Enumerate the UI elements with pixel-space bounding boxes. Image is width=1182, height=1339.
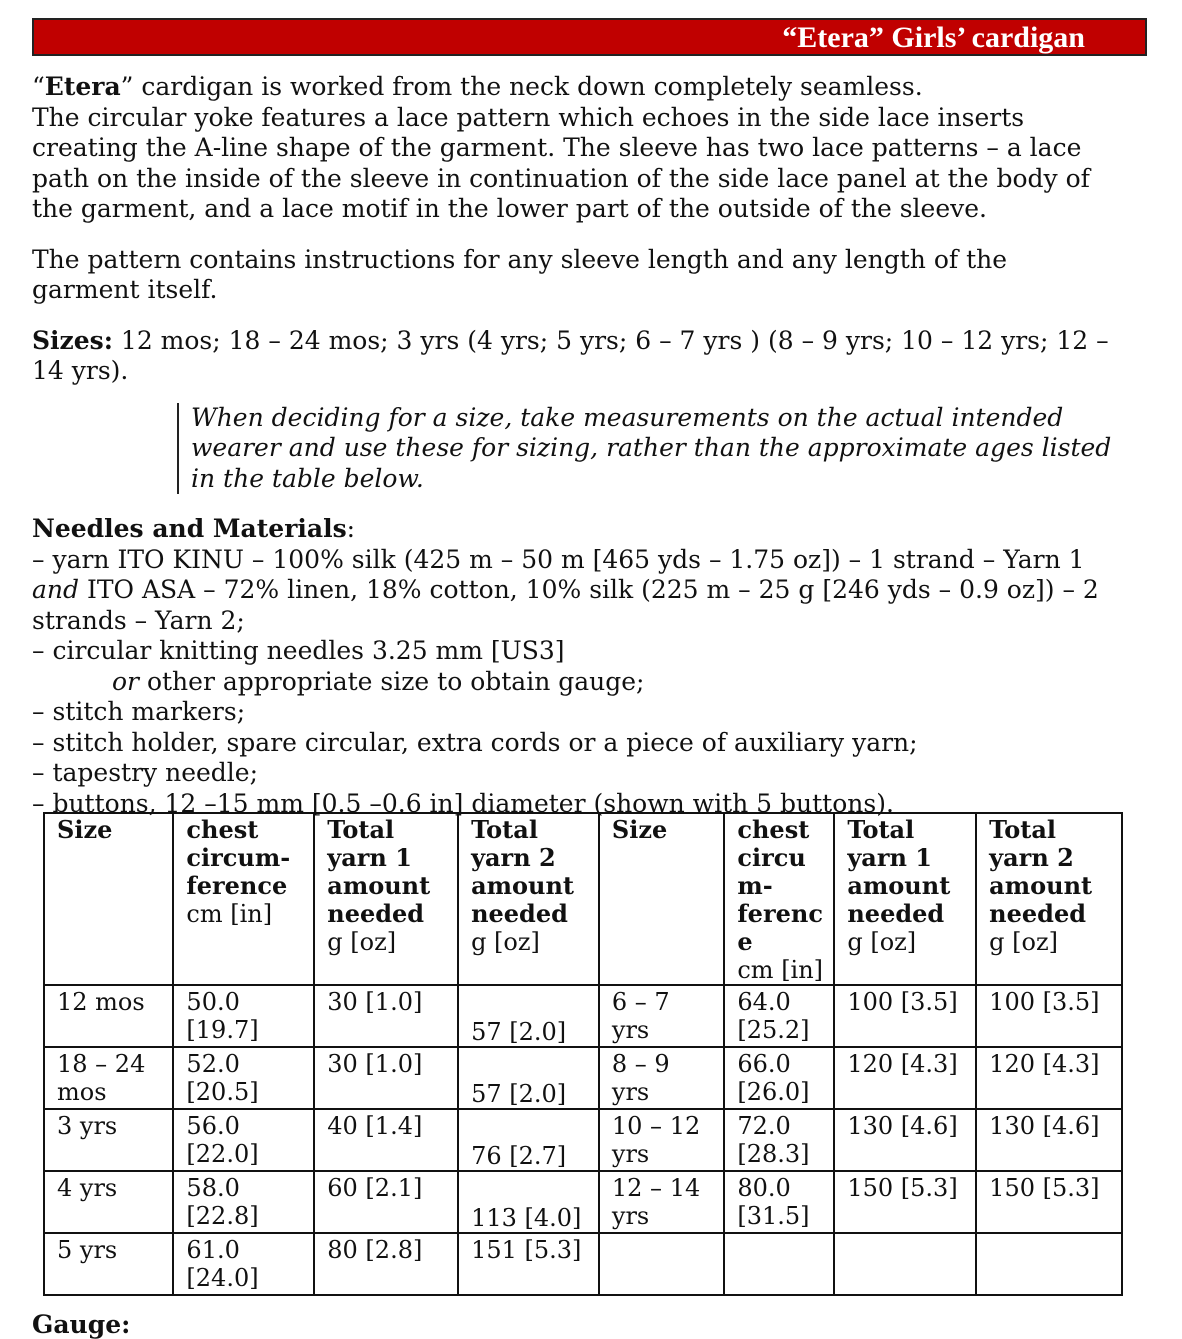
quote-open: “ xyxy=(32,72,45,101)
sizes-text: 12 mos; 18 – 24 mos; 3 yrs (4 yrs; 5 yrs; 6 – 7 yrs ) (8 – 9 yrs; 10 – 12 yrs; 12 – 14 yrs). xyxy=(32,325,1109,385)
table-row: 12 mos 50.0 [19.7] 30 [1.0] 57 [2.0] 6 – 7 yrs 64.0 [25.2] 100 [3.5] 100 [3.5] xyxy=(44,985,1122,1047)
materials-markers: – stitch markers; xyxy=(32,697,246,726)
document-body xyxy=(32,72,1122,819)
table-row: 18 – 24 mos 52.0 [20.5] 30 [1.0] 57 [2.0] 8 – 9 yrs 66.0 [26.0] 120 [4.3] 120 [4.3] xyxy=(44,1047,1122,1109)
materials-holder: – stitch holder, spare circular, extra cords or a piece of auxiliary yarn; xyxy=(32,727,918,757)
header-size: Size xyxy=(44,813,173,985)
materials-buttons: – buttons, 12 –15 mm [0.5 –0.6 in] diameter (shown with 5 buttons). xyxy=(32,788,894,818)
header-chest: chest circum- ference cm [in] xyxy=(173,813,314,985)
sizes-line xyxy=(32,326,1122,387)
sizing-note: When deciding for a size, take measurements on the actual intended wearer and use these for sizing, rather than the approximate ages listed in the table below. xyxy=(177,403,1122,495)
materials-tapestry: – tapestry needle; xyxy=(32,758,259,787)
pattern-name: Etera xyxy=(44,72,121,101)
sizes-label: Sizes: xyxy=(32,325,113,355)
intro-description: The circular yoke features a lace pattern which echoes in the side lace inserts creating the A-line shape of the garment. The sleeve has two lace patterns – a lace path on the inside of the sleeve in continuation of the side lace panel at the body of the garment, and a lace motif in the lower part of the outside of the sleeve. xyxy=(32,102,1090,223)
page-title: “Etera” Girls’ cardigan xyxy=(782,21,1085,54)
header-yarn1: Total yarn 1 amount needed g [oz] xyxy=(314,813,458,985)
length-note: The pattern contains instructions for any sleeve length and any length of the garment itself. xyxy=(32,244,1008,304)
gauge-heading: Gauge: xyxy=(32,1310,131,1339)
intro-lead: ” cardigan is worked from the neck down completely seamless. xyxy=(120,72,923,101)
table-row: 3 yrs 56.0 [22.0] 40 [1.4] 76 [2.7] 10 – 12 yrs 72.0 [28.3] 130 [4.6] 130 [4.6] xyxy=(44,1109,1122,1171)
sizes-table xyxy=(43,812,1123,1296)
title-bar xyxy=(32,18,1147,56)
table-row: 4 yrs 58.0 [22.8] 60 [2.1] 113 [4.0] 12 – 14 yrs 80.0 [31.5] 150 [5.3] 150 [5.3] xyxy=(44,1171,1122,1233)
materials-needles: – circular knitting needles 3.25 mm [US3] xyxy=(32,636,565,665)
header-chest-2: chest circu m- ferenc e cm [in] xyxy=(724,813,834,985)
header-yarn1-2: Total yarn 1 amount needed g [oz] xyxy=(834,813,976,985)
header-size-2: Size xyxy=(599,813,724,985)
intro-paragraph xyxy=(32,72,1122,225)
materials-yarn: – yarn ITO KINU – 100% silk (425 m – 50 m [465 yds – 1.75 oz]) – 1 strand – Yarn 1 and ITO ASA – 72% linen, 18% cotton, 10% silk (225 m – 25 g [246 yds – 0.9 oz]) – 2 strands – Yarn 2; xyxy=(32,544,1099,635)
table-row: 5 yrs 61.0 [24.0] 80 [2.8] 151 [5.3] xyxy=(44,1233,1122,1295)
table-header-row xyxy=(44,813,1122,985)
header-yarn2-2: Total yarn 2 amount needed g [oz] xyxy=(976,813,1122,985)
header-yarn2: Total yarn 2 amount needed g [oz] xyxy=(458,813,599,985)
materials-heading: Needles and Materials: xyxy=(32,514,356,543)
materials-gauge-note: or other appropriate size to obtain gauge; xyxy=(112,666,645,696)
